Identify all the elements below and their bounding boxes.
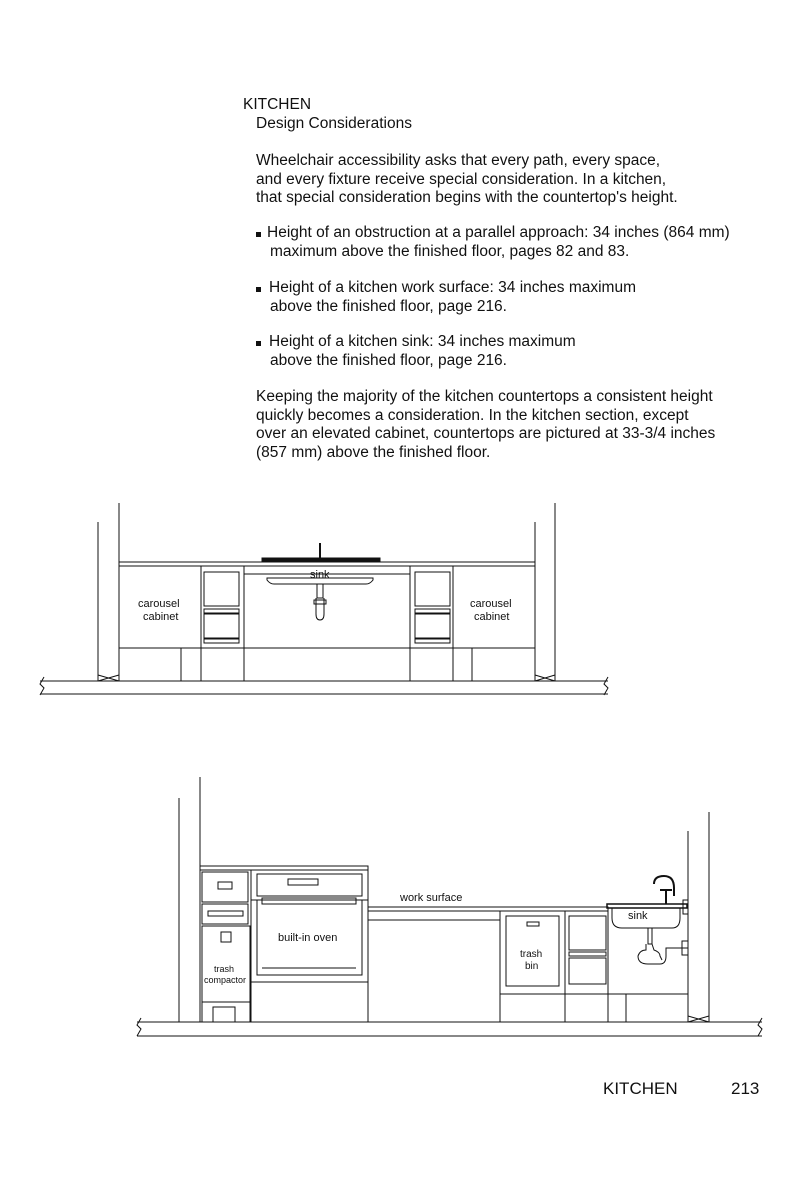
trash-bin-label: trash [520,949,543,960]
intro-line-1: Wheelchair accessibility asks that every path, every space, [256,152,661,169]
bullet-line-1: Height of an obstruction at a parallel approach: 34 inches (864 mm) [267,224,730,241]
trash-compactor-label: trash [214,964,235,974]
bullet-line-2: above the finished floor, page 216. [270,351,507,369]
bullet-line-1: Height of a kitchen work surface: 34 inches maximum [269,279,636,296]
bullet-line-2: above the finished floor, page 216. [270,297,507,315]
work-surface-elevation-diagram [137,777,762,1036]
footer-section: KITCHEN [603,1079,678,1098]
trash-compactor-label-2: compactor [204,975,247,985]
carousel-cabinet-label-right: carousel [470,598,512,610]
section-heading: KITCHEN [243,96,312,113]
page-subtitle: Design Considerations [256,115,412,132]
carousel-cabinet-label-left-2: cabinet [143,611,179,623]
sink-elevation-diagram [40,503,608,695]
carousel-cabinet-label-left: carousel [138,598,180,610]
intro-line-3: that special consideration begins with the countertop's height. [256,189,678,207]
bullet-line-2: maximum above the finished floor, pages 82 and 83. [270,242,630,260]
intro-line-2: and every fixture receive special consideration. In a kitchen, [256,170,667,188]
sink-label: sink [310,569,330,581]
bullet-line-1: Height of a kitchen sink: 34 inches maximum [269,333,576,350]
built-in-oven-label: built-in oven [278,932,338,944]
closing-line-4: (857 mm) above the finished floor. [256,443,491,461]
sink-label-2: sink [628,910,648,922]
trash-bin-label-2: bin [525,961,539,972]
closing-line-1: Keeping the majority of the kitchen countertops a consistent height [256,388,713,405]
page-number: 213 [731,1079,760,1098]
work-surface-label: work surface [400,892,463,904]
carousel-cabinet-label-right-2: cabinet [474,611,510,623]
closing-line-2: quickly becomes a consideration. In the kitchen section, except [256,406,689,424]
closing-line-3: over an elevated cabinet, countertops are pictured at 33-3/4 inches [256,425,716,443]
